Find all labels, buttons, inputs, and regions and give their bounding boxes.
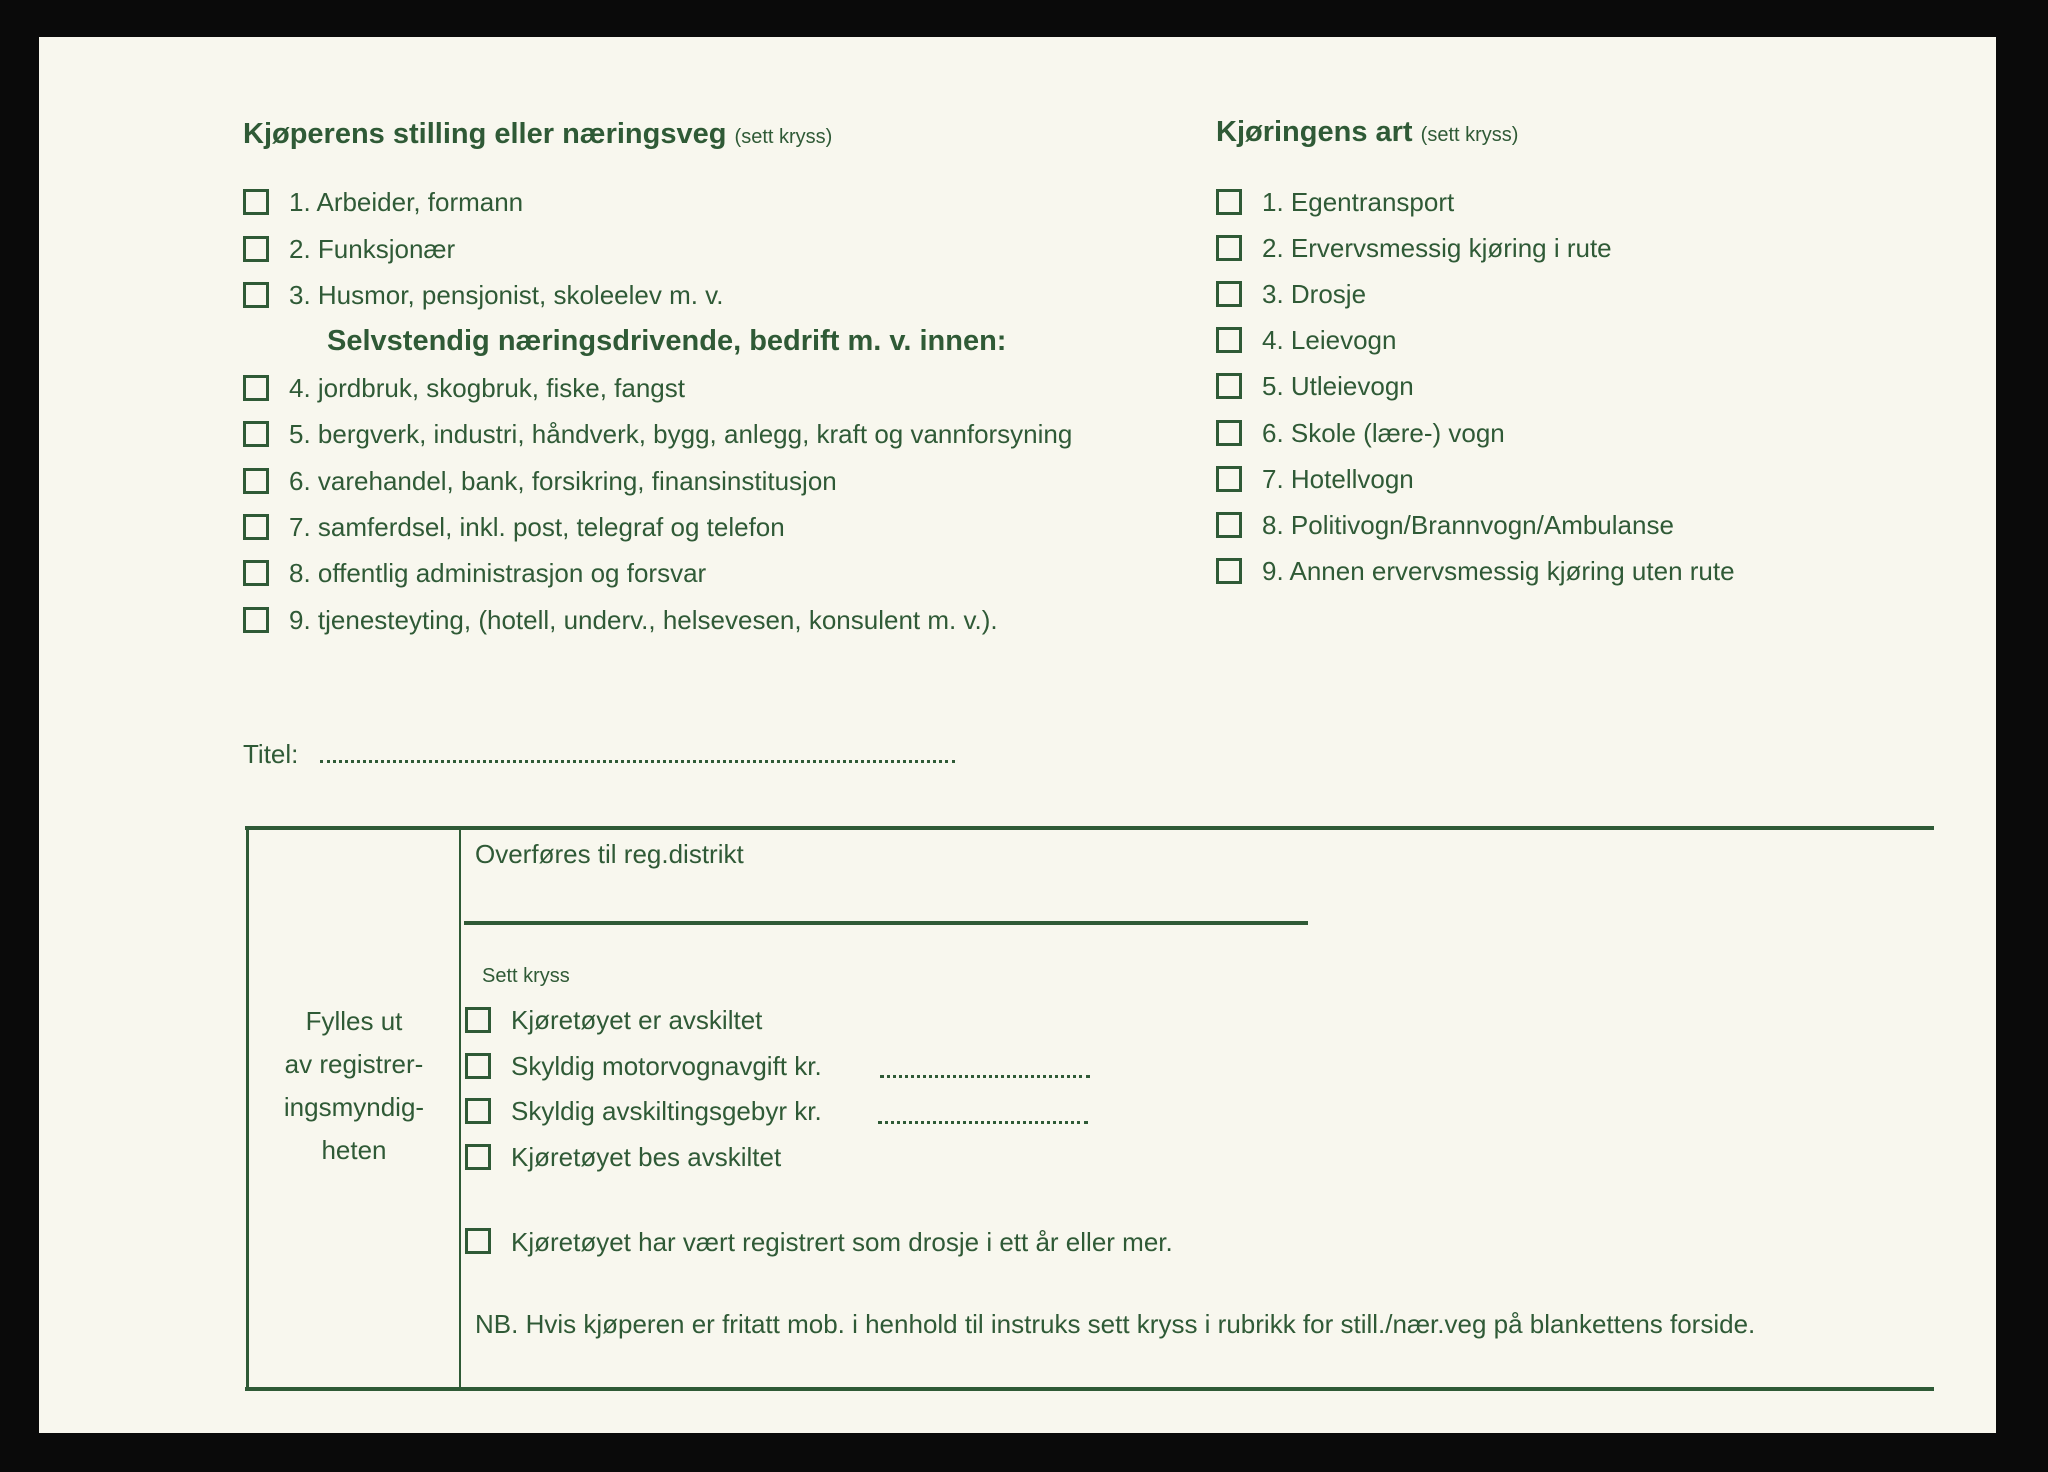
title-field[interactable] — [320, 760, 955, 763]
occupation-option-label: 4. jordbruk, skogbruk, fiske, fangst — [289, 373, 685, 403]
registration-option-checkbox[interactable] — [465, 1007, 491, 1033]
occupation-option-checkbox[interactable] — [243, 282, 269, 308]
title-label: Titel: — [243, 739, 299, 769]
occupation-option-label: 5. bergverk, industri, håndverk, bygg, anlegg, kraft og vannforsyning — [289, 419, 1073, 450]
occupation-option-label: 9. tjenesteyting, (hotell, underv., helsevesen, konsulent m. v.). — [289, 604, 998, 635]
occupation-option-checkbox[interactable] — [243, 560, 269, 586]
driving-type-option-checkbox[interactable] — [1216, 189, 1242, 215]
transfer-label: Overføres til reg.distrikt — [475, 839, 744, 869]
occupation-option-checkbox[interactable] — [243, 468, 269, 494]
occupation-option-checkbox[interactable] — [243, 236, 269, 262]
occupation-option-checkbox[interactable] — [243, 421, 269, 447]
registration-option-checkbox[interactable] — [465, 1053, 491, 1079]
driving-type-option-label: 9. Annen ervervsmessig kjøring uten rute — [1262, 555, 1735, 586]
driving-type-heading — [1216, 116, 1518, 151]
driving-type-option-label: 4. Leievogn — [1262, 325, 1397, 356]
driving-type-option-label: 5. Utleievogn — [1262, 371, 1414, 402]
driving-type-option-label: 6. Skole (lære-) vogn — [1262, 417, 1505, 448]
vehicle-tax-amount-field[interactable] — [880, 1075, 1090, 1078]
occupation-option-checkbox[interactable] — [243, 189, 269, 215]
driving-type-option-label: 2. Ervervsmessig kjøring i rute — [1262, 233, 1612, 264]
driving-type-option-label: 7. Hotellvogn — [1262, 463, 1414, 494]
nb-note: NB. Hvis kjøperen er fritatt mob. i henhold til instruks sett kryss i rubrikk for still./nær.veg på blankettens forside. — [475, 1309, 1756, 1339]
occupation-option-label: 8. offentlig administrasjon og forsvar — [289, 558, 707, 589]
registration-option-checkbox[interactable] — [465, 1144, 491, 1170]
occupation-option-label: 7. samferdsel, inkl. post, telegraf og telefon — [289, 511, 785, 542]
driving-type-option-label: 3. Drosje — [1262, 279, 1367, 310]
box-bottom-border — [245, 1387, 1934, 1391]
side-label-line: av registrer- — [284, 1049, 424, 1079]
driving-type-option-label: 1. Egentransport — [1262, 187, 1455, 217]
self-employed-subheading: Selvstendig næringsdrivende, bedrift m. v. innen: — [327, 325, 1007, 357]
driving-type-option-checkbox[interactable] — [1216, 558, 1242, 584]
driving-type-option-checkbox[interactable] — [1216, 512, 1242, 538]
occupation-option-label: 3. Husmor, pensjonist, skoleelev m. v. — [289, 280, 724, 310]
taxi-registered-label: Kjøretøyet har vært registrert som drosje i ett år eller mer. — [511, 1227, 1173, 1257]
registration-option-label: Skyldig avskiltingsgebyr kr. — [511, 1096, 822, 1127]
driving-type-option-checkbox[interactable] — [1216, 373, 1242, 399]
box-left-border — [246, 830, 249, 1387]
heading-note: (sett kryss) — [734, 126, 833, 148]
buyer-occupation-heading — [243, 118, 832, 153]
taxi-registered-checkbox[interactable] — [465, 1228, 491, 1254]
plate-fee-amount-field[interactable] — [878, 1121, 1088, 1124]
occupation-option-checkbox[interactable] — [243, 607, 269, 633]
sett-kryss-label: Sett kryss — [482, 965, 570, 987]
side-label-line: Fylles ut — [305, 1006, 403, 1036]
transfer-district-field[interactable] — [464, 921, 1308, 925]
driving-type-option-checkbox[interactable] — [1216, 235, 1242, 261]
side-label-line: ingsmyndig- — [283, 1092, 425, 1122]
occupation-option-label: 1. Arbeider, formann — [289, 187, 524, 217]
occupation-option-checkbox[interactable] — [243, 375, 269, 401]
occupation-option-label: 2. Funksjonær — [289, 233, 456, 264]
box-top-border — [245, 826, 1934, 830]
driving-type-option-label: 8. Politivogn/Brannvogn/Ambulanse — [1262, 509, 1674, 540]
box-divider — [459, 830, 461, 1387]
heading-text: Kjøringens art — [1216, 116, 1413, 148]
authority-side-label — [250, 1000, 458, 1172]
driving-type-option-checkbox[interactable] — [1216, 466, 1242, 492]
registration-option-checkbox[interactable] — [465, 1098, 491, 1124]
occupation-option-label: 6. varehandel, bank, forsikring, finansinstitusjon — [289, 465, 837, 496]
driving-type-option-checkbox[interactable] — [1216, 281, 1242, 307]
occupation-option-checkbox[interactable] — [243, 514, 269, 540]
driving-type-option-checkbox[interactable] — [1216, 327, 1242, 353]
registration-option-label: Skyldig motorvognavgift kr. — [511, 1050, 822, 1081]
registration-option-label: Kjøretøyet er avskiltet — [511, 1005, 763, 1035]
heading-note: (sett kryss) — [1420, 124, 1519, 146]
heading-text: Kjøperens stilling eller næringsveg — [243, 118, 727, 150]
side-label-line: heten — [321, 1135, 387, 1165]
registration-option-label: Kjøretøyet bes avskiltet — [511, 1142, 782, 1173]
driving-type-option-checkbox[interactable] — [1216, 420, 1242, 446]
